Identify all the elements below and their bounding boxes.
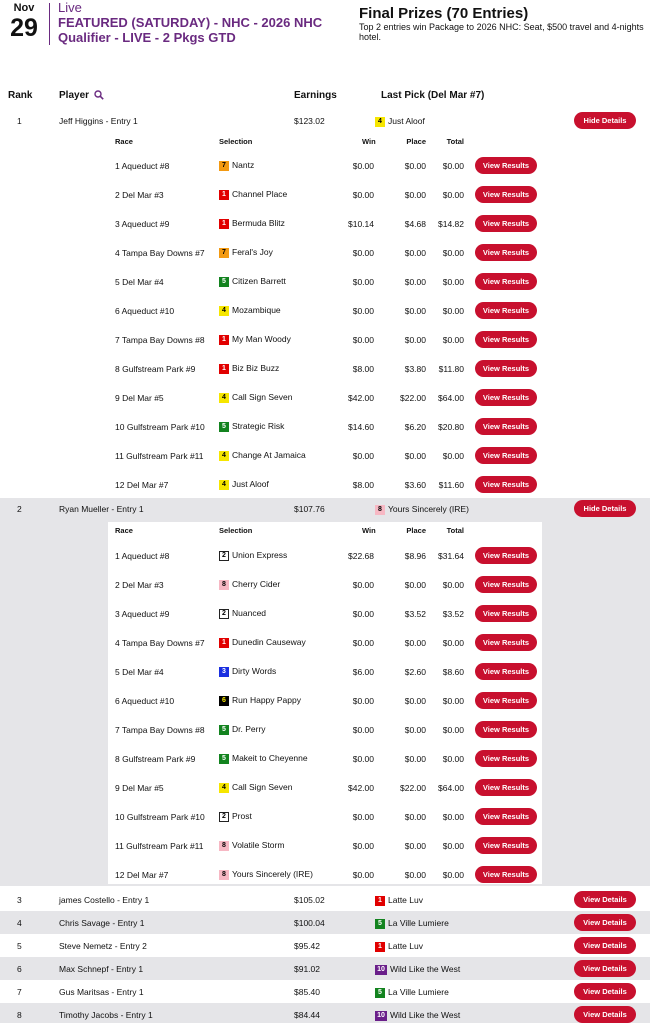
selection-horse: Run Happy Pappy	[232, 695, 301, 705]
last-pick	[375, 940, 423, 952]
selection	[219, 218, 285, 229]
race-name: 7 Tampa Bay Downs #8	[115, 335, 205, 345]
program-number-badge: 1	[219, 364, 229, 374]
place-value: $0.00	[404, 754, 426, 764]
race-name: 4 Tampa Bay Downs #7	[115, 248, 205, 258]
selection-horse: Citizen Barrett	[232, 276, 286, 286]
selection	[219, 579, 280, 590]
selection	[219, 724, 266, 735]
race-name: 10 Gulfstream Park #10	[115, 812, 205, 822]
table-row	[0, 957, 650, 980]
race-name: 6 Aqueduct #10	[115, 306, 175, 316]
rank-value: 2	[17, 504, 22, 514]
last-pick-column-header: Last Pick (Del Mar #7)	[381, 90, 485, 101]
view-results-button[interactable]: View Results	[475, 866, 537, 883]
selection-horse: Union Express	[232, 550, 288, 560]
race-column-header: Race	[115, 526, 133, 535]
rank-value: 7	[17, 987, 22, 997]
rank-value: 3	[17, 895, 22, 905]
win-value: $42.00	[348, 783, 374, 793]
win-value: $0.00	[352, 754, 374, 764]
win-value: $0.00	[352, 248, 374, 258]
race-name: 11 Gulfstream Park #11	[115, 451, 204, 461]
program-number-badge: 1	[375, 896, 385, 906]
place-value: $0.00	[404, 696, 426, 706]
earnings-value: $95.42	[294, 941, 320, 951]
table-row	[0, 980, 650, 1003]
player-name: james Costello - Entry 1	[59, 895, 150, 905]
place-value: $0.00	[404, 306, 426, 316]
view-results-button[interactable]: View Results	[475, 215, 537, 232]
race-name: 1 Aqueduct #8	[115, 161, 170, 171]
selection	[219, 753, 308, 764]
win-value: $0.00	[352, 725, 374, 735]
total-value: $0.00	[442, 161, 464, 171]
total-value: $64.00	[438, 393, 464, 403]
total-value: $8.60	[442, 667, 464, 677]
selection	[219, 334, 291, 345]
program-number-badge: 4	[219, 306, 229, 316]
win-value: $0.00	[352, 451, 374, 461]
selection	[219, 550, 287, 561]
place-value: $4.68	[404, 219, 426, 229]
selection	[219, 666, 276, 677]
program-number-badge: 7	[219, 161, 229, 171]
program-number-badge: 1	[219, 190, 229, 200]
selection-horse: Strategic Risk	[232, 421, 285, 431]
rank-value: 1	[17, 116, 22, 126]
program-number-badge: 5	[219, 422, 229, 432]
rank-value: 6	[17, 964, 22, 974]
program-number-badge: 8	[219, 841, 229, 851]
selection	[219, 305, 281, 316]
view-results-button[interactable]: View Results	[475, 721, 537, 738]
earnings-value: $100.04	[294, 918, 325, 928]
total-value: $20.80	[438, 422, 464, 432]
program-number-badge: 2	[219, 609, 229, 619]
view-results-button[interactable]: View Results	[475, 186, 537, 203]
view-results-button[interactable]: View Results	[475, 447, 537, 464]
program-number-badge: 8	[219, 580, 229, 590]
total-value: $0.00	[442, 248, 464, 258]
view-results-button[interactable]: View Results	[475, 779, 537, 796]
selection-horse: Call Sign Seven	[232, 782, 293, 792]
place-value: $0.00	[404, 248, 426, 258]
win-value: $0.00	[352, 638, 374, 648]
view-results-button[interactable]: View Results	[475, 418, 537, 435]
race-name: 10 Gulfstream Park #10	[115, 422, 205, 432]
selection	[219, 608, 266, 619]
selection	[219, 695, 301, 706]
total-value: $14.82	[438, 219, 464, 229]
view-results-button[interactable]: View Results	[475, 547, 537, 564]
program-number-badge: 5	[219, 725, 229, 735]
view-results-button[interactable]: View Results	[475, 634, 537, 651]
selection-horse: Makeit to Cheyenne	[232, 753, 308, 763]
place-value: $0.00	[404, 335, 426, 345]
total-value: $0.00	[442, 841, 464, 851]
place-value: $0.00	[404, 451, 426, 461]
program-number-badge: 1	[219, 335, 229, 345]
win-value: $0.00	[352, 335, 374, 345]
win-value: $0.00	[352, 161, 374, 171]
live-status: Live	[58, 0, 82, 15]
earnings-value: $105.02	[294, 895, 325, 905]
place-column-header: Place	[406, 137, 426, 146]
view-results-button[interactable]: View Results	[475, 605, 537, 622]
selection-horse: Bermuda Blitz	[232, 218, 285, 228]
win-value: $22.68	[348, 551, 374, 561]
program-number-badge: 5	[375, 988, 385, 998]
selection	[219, 160, 254, 171]
place-value: $22.00	[400, 783, 426, 793]
program-number-badge: 4	[219, 451, 229, 461]
last-pick-horse: Just Aloof	[388, 116, 425, 126]
player-name: Jeff Higgins - Entry 1	[59, 116, 138, 126]
earnings-column-header: Earnings	[294, 90, 337, 101]
selection-horse: Cherry Cider	[232, 579, 281, 589]
rank-value: 4	[17, 918, 22, 928]
program-number-badge: 2	[219, 551, 229, 561]
place-value: $0.00	[404, 870, 426, 880]
view-results-button[interactable]: View Results	[475, 244, 537, 261]
table-row	[0, 888, 650, 911]
place-value: $0.00	[404, 277, 426, 287]
selection	[219, 869, 313, 880]
selection	[219, 637, 306, 648]
earnings-value: $84.44	[294, 1010, 320, 1020]
player-name: Gus Maritsas - Entry 1	[59, 987, 144, 997]
total-value: $64.00	[438, 783, 464, 793]
view-details-button[interactable]: View Details	[574, 1006, 636, 1023]
win-value: $0.00	[352, 580, 374, 590]
rank-value: 8	[17, 1010, 22, 1020]
last-pick	[375, 917, 449, 929]
place-value: $0.00	[404, 812, 426, 822]
race-name: 8 Gulfstream Park #9	[115, 364, 196, 374]
view-results-button[interactable]: View Results	[475, 576, 537, 593]
selection-horse: Dr. Perry	[232, 724, 266, 734]
total-column-header: Total	[446, 526, 464, 535]
win-value: $8.00	[352, 364, 374, 374]
selection-horse: Mozambique	[232, 305, 281, 315]
earnings-value: $107.76	[294, 504, 325, 514]
total-value: $0.00	[442, 870, 464, 880]
selection-horse: Nantz	[232, 160, 255, 170]
race-name: 5 Del Mar #4	[115, 667, 164, 677]
race-name: 11 Gulfstream Park #11	[115, 841, 204, 851]
search-icon[interactable]	[94, 90, 104, 100]
total-value: $0.00	[442, 335, 464, 345]
contest-title: FEATURED (SATURDAY) - NHC - 2026 NHC Qualifier - LIVE - 2 Pkgs GTD	[58, 15, 323, 45]
place-value: $0.00	[404, 725, 426, 735]
selection	[219, 811, 252, 822]
total-value: $0.00	[442, 190, 464, 200]
total-value: $3.52	[442, 609, 464, 619]
selection-horse: Volatile Storm	[232, 840, 285, 850]
total-value: $11.60	[438, 480, 464, 490]
player-column-header: Player	[59, 90, 90, 101]
player-name: Ryan Mueller - Entry 1	[59, 504, 144, 514]
place-value: $3.80	[404, 364, 426, 374]
race-name: 12 Del Mar #7	[115, 870, 169, 880]
place-value: $8.96	[404, 551, 426, 561]
rank-column-header: Rank	[8, 90, 33, 101]
view-results-button[interactable]: View Results	[475, 389, 537, 406]
selection-horse: Just Aloof	[232, 479, 269, 489]
table-row	[0, 498, 650, 886]
place-value: $3.52	[404, 609, 426, 619]
win-value: $0.00	[352, 812, 374, 822]
last-pick-horse: La Ville Lumiere	[388, 918, 449, 928]
view-results-button[interactable]: View Results	[475, 360, 537, 377]
program-number-badge: 5	[219, 277, 229, 287]
selection	[219, 392, 292, 403]
race-column-header: Race	[115, 137, 133, 146]
player-name: Steve Nemetz - Entry 2	[59, 941, 147, 951]
win-value: $0.00	[352, 306, 374, 316]
place-value: $0.00	[404, 580, 426, 590]
selection-horse: Channel Place	[232, 189, 288, 199]
program-number-badge: 4	[375, 117, 385, 127]
win-value: $0.00	[352, 696, 374, 706]
program-number-badge: 1	[219, 219, 229, 229]
program-number-badge: 10	[375, 965, 387, 975]
last-pick	[375, 1009, 460, 1021]
last-pick-horse: La Ville Lumiere	[388, 987, 449, 997]
selection-horse: Change At Jamaica	[232, 450, 306, 460]
selection	[219, 450, 306, 461]
win-value: $0.00	[352, 841, 374, 851]
last-pick-horse: Wild Like the West	[390, 964, 461, 974]
program-number-badge: 5	[375, 919, 385, 929]
program-number-badge: 2	[219, 812, 229, 822]
total-value: $0.00	[442, 451, 464, 461]
win-value: $0.00	[352, 609, 374, 619]
date-month: Nov	[13, 2, 35, 14]
view-results-button[interactable]: View Results	[475, 750, 537, 767]
place-value: $22.00	[400, 393, 426, 403]
player-name: Timothy Jacobs - Entry 1	[59, 1010, 153, 1020]
contest-date	[6, 2, 42, 41]
last-pick-horse: Yours Sincerely (IRE)	[388, 504, 469, 514]
selection-horse: Yours Sincerely (IRE)	[232, 869, 313, 879]
view-results-button[interactable]: View Results	[475, 663, 537, 680]
place-value: $6.20	[404, 422, 426, 432]
place-value: $3.60	[404, 480, 426, 490]
view-results-button[interactable]: View Results	[475, 837, 537, 854]
selection-horse: Call Sign Seven	[232, 392, 293, 402]
total-value: $0.00	[442, 306, 464, 316]
table-row	[0, 934, 650, 957]
view-results-button[interactable]: View Results	[475, 692, 537, 709]
last-pick	[375, 963, 460, 975]
program-number-badge: 8	[375, 505, 385, 515]
program-number-badge: 10	[375, 1011, 387, 1021]
place-value: $2.60	[404, 667, 426, 677]
total-value: $0.00	[442, 725, 464, 735]
last-pick	[375, 894, 423, 906]
earnings-value: $91.02	[294, 964, 320, 974]
win-value: $10.14	[348, 219, 374, 229]
player-name: Chris Savage - Entry 1	[59, 918, 145, 928]
program-number-badge: 1	[375, 942, 385, 952]
selection-horse: Nuanced	[232, 608, 267, 618]
table-row	[0, 911, 650, 934]
selection-horse: Dirty Words	[232, 666, 277, 676]
view-results-button[interactable]: View Results	[475, 808, 537, 825]
view-details-button[interactable]: View Details	[574, 960, 636, 977]
race-name: 5 Del Mar #4	[115, 277, 164, 287]
view-details-button[interactable]: View Details	[574, 937, 636, 954]
view-results-button[interactable]: View Results	[475, 302, 537, 319]
earnings-value: $123.02	[294, 116, 325, 126]
win-column-header: Win	[362, 137, 376, 146]
last-pick	[375, 115, 425, 127]
table-row	[0, 1003, 650, 1023]
view-results-button[interactable]: View Results	[475, 273, 537, 290]
total-value: $0.00	[442, 754, 464, 764]
selection	[219, 363, 279, 374]
view-results-button[interactable]: View Results	[475, 476, 537, 493]
total-value: $11.80	[438, 364, 464, 374]
selection-horse: Prost	[232, 811, 252, 821]
win-value: $0.00	[352, 190, 374, 200]
program-number-badge: 1	[219, 638, 229, 648]
race-name: 3 Aqueduct #9	[115, 219, 170, 229]
prizes-title: Final Prizes (70 Entries)	[359, 5, 529, 22]
last-pick-horse: Latte Luv	[388, 895, 423, 905]
view-details-button[interactable]: View Details	[574, 983, 636, 1000]
selection	[219, 276, 286, 287]
place-value: $0.00	[404, 190, 426, 200]
race-name: 2 Del Mar #3	[115, 580, 164, 590]
race-name: 9 Del Mar #5	[115, 783, 164, 793]
selection-horse: Dunedin Causeway	[232, 637, 306, 647]
race-name: 12 Del Mar #7	[115, 480, 169, 490]
win-value: $6.00	[352, 667, 374, 677]
total-value: $0.00	[442, 580, 464, 590]
win-value: $14.60	[348, 422, 374, 432]
place-value: $0.00	[404, 638, 426, 648]
program-number-badge: 6	[219, 696, 229, 706]
race-name: 2 Del Mar #3	[115, 190, 164, 200]
selection	[219, 247, 273, 258]
hide-details-button[interactable]: Hide Details	[574, 112, 636, 129]
view-details-button[interactable]: View Details	[574, 891, 636, 908]
total-value: $31.64	[438, 551, 464, 561]
date-day: 29	[10, 14, 38, 42]
selection-horse: Feral's Joy	[232, 247, 273, 257]
program-number-badge: 5	[219, 754, 229, 764]
view-results-button[interactable]: View Results	[475, 157, 537, 174]
selection	[219, 840, 284, 851]
program-number-badge: 8	[219, 870, 229, 880]
selection	[219, 479, 269, 490]
win-value: $0.00	[352, 870, 374, 880]
selection-horse: Biz Biz Buzz	[232, 363, 280, 373]
selection	[219, 189, 287, 200]
total-value: $0.00	[442, 277, 464, 287]
race-name: 3 Aqueduct #9	[115, 609, 170, 619]
program-number-badge: 4	[219, 393, 229, 403]
hide-details-button[interactable]: Hide Details	[574, 500, 636, 517]
race-name: 9 Del Mar #5	[115, 393, 164, 403]
last-pick-horse: Wild Like the West	[390, 1010, 461, 1020]
header-divider	[49, 3, 50, 45]
selection-column-header: Selection	[219, 137, 253, 146]
selection-column-header: Selection	[219, 526, 253, 535]
view-results-button[interactable]: View Results	[475, 331, 537, 348]
program-number-badge: 4	[219, 480, 229, 490]
win-value: $42.00	[348, 393, 374, 403]
race-name: 1 Aqueduct #8	[115, 551, 170, 561]
win-value: $0.00	[352, 277, 374, 287]
win-value: $8.00	[352, 480, 374, 490]
contest-header	[0, 0, 650, 50]
total-value: $0.00	[442, 696, 464, 706]
earnings-value: $85.40	[294, 987, 320, 997]
place-value: $0.00	[404, 841, 426, 851]
total-value: $0.00	[442, 812, 464, 822]
race-name: 8 Gulfstream Park #9	[115, 754, 196, 764]
selection	[219, 421, 284, 432]
place-value: $0.00	[404, 161, 426, 171]
rank-value: 5	[17, 941, 22, 951]
program-number-badge: 3	[219, 667, 229, 677]
table-row	[0, 110, 650, 496]
place-column-header: Place	[406, 526, 426, 535]
prizes-description: Top 2 entries win Package to 2026 NHC: Seat, $500 travel and 4-nights hotel.	[359, 22, 644, 42]
program-number-badge: 4	[219, 783, 229, 793]
view-details-button[interactable]: View Details	[574, 914, 636, 931]
win-column-header: Win	[362, 526, 376, 535]
race-name: 7 Tampa Bay Downs #8	[115, 725, 205, 735]
total-value: $0.00	[442, 638, 464, 648]
race-name: 4 Tampa Bay Downs #7	[115, 638, 205, 648]
selection-horse: My Man Woody	[232, 334, 291, 344]
total-column-header: Total	[446, 137, 464, 146]
last-pick-horse: Latte Luv	[388, 941, 423, 951]
program-number-badge: 7	[219, 248, 229, 258]
race-name: 6 Aqueduct #10	[115, 696, 175, 706]
last-pick	[375, 503, 469, 515]
player-name: Max Schnepf - Entry 1	[59, 964, 144, 974]
last-pick	[375, 986, 449, 998]
selection	[219, 782, 292, 793]
